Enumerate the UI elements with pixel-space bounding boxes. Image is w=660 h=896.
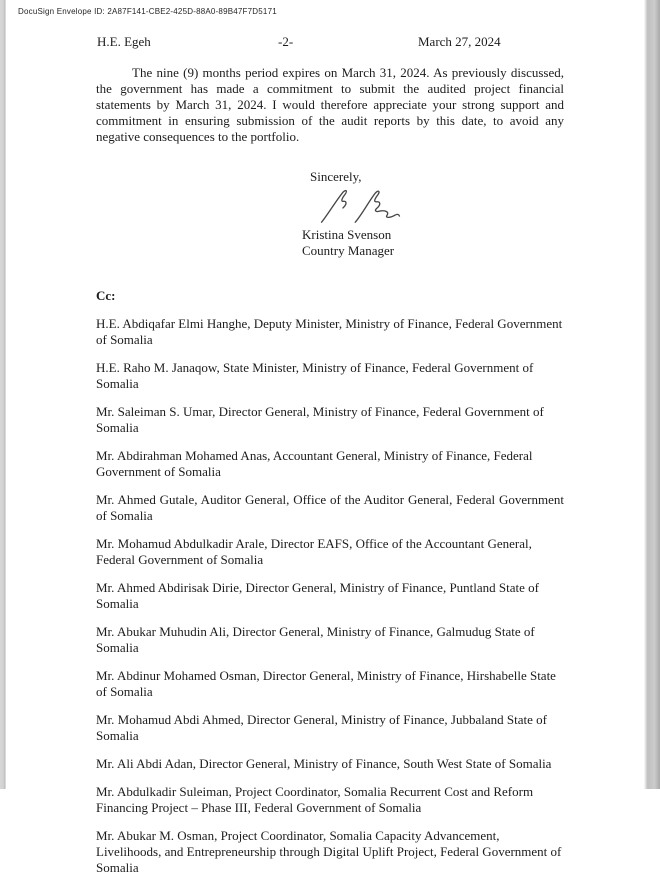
cc-recipient: Mr. Mohamud Abdi Ahmed, Director General, Ministry of Finance, Jubbaland State of Somalia	[96, 712, 547, 743]
cc-recipient: Mr. Abukar M. Osman, Project Coordinator, Somalia Capacity Advancement, Livelihoods, and Entrepreneurship through Digital Uplift Project, Federal Government of Somalia	[96, 828, 562, 875]
cc-recipient: Mr. Abdinur Mohamed Osman, Director General, Ministry of Finance, Hirshabelle State of Somalia	[96, 668, 556, 699]
cc-recipient: Mr. Ahmed Abdirisak Dirie, Director General, Ministry of Finance, Puntland State of Somalia	[96, 580, 539, 611]
page-header	[96, 34, 564, 50]
cc-recipient: H.E. Raho M. Janaqow, State Minister, Ministry of Finance, Federal Government of Somalia	[96, 360, 534, 391]
signer-name: Kristina Svenson	[302, 227, 392, 242]
salutation: Sincerely,	[310, 169, 362, 184]
cc-recipient: Mr. Abdirahman Mohamed Anas, Accountant General, Ministry of Finance, Federal Government of Somalia	[96, 448, 533, 479]
cc-recipient: Mr. Saleiman S. Umar, Director General, Ministry of Finance, Federal Government of Somalia	[96, 404, 544, 435]
page-number: -2-	[278, 34, 294, 49]
body-paragraph: The nine (9) months period expires on March 31, 2024. As previously discussed, the government has made a commitment to submit the audited project financial statements by March 31, 2024. I would therefore appreciate your strong support and commitment in ensuring submission of the audit reports by this date, to avoid any negative consequences to the portfolio.	[96, 65, 564, 144]
cc-list	[96, 316, 564, 876]
handwritten-signature-icon	[318, 188, 403, 226]
cc-recipient: Mr. Abukar Muhudin Ali, Director General, Ministry of Finance, Galmudug State of Somalia	[96, 624, 535, 655]
cc-label: Cc:	[96, 288, 116, 303]
docusign-envelope-id: DocuSign Envelope ID: 2A87F141-CBE2-425D-88A0-89B47F7D5171	[18, 7, 277, 16]
cc-recipient: Mr. Abdulkadir Suleiman, Project Coordinator, Somalia Recurrent Cost and Reform Financing Project – Phase III, Federal Government of Somalia	[96, 784, 534, 815]
letter-date: March 27, 2024	[418, 34, 501, 49]
signer-title: Country Manager	[302, 243, 395, 258]
addressee-name: H.E. Egeh	[97, 34, 151, 49]
cc-recipient: Mr. Ali Abdi Adan, Director General, Ministry of Finance, South West State of Somalia	[96, 756, 552, 771]
cc-recipient: Mr. Mohamud Abdulkadir Arale, Director EAFS, Office of the Accountant General, Federal Government of Somalia	[96, 536, 532, 567]
cc-recipient: H.E. Abdiqafar Elmi Hanghe, Deputy Minister, Ministry of Finance, Federal Government of Somalia	[96, 316, 563, 347]
cc-recipient: Mr. Ahmed Gutale, Auditor General, Office of the Auditor General, Federal Government of Somalia	[96, 492, 564, 523]
